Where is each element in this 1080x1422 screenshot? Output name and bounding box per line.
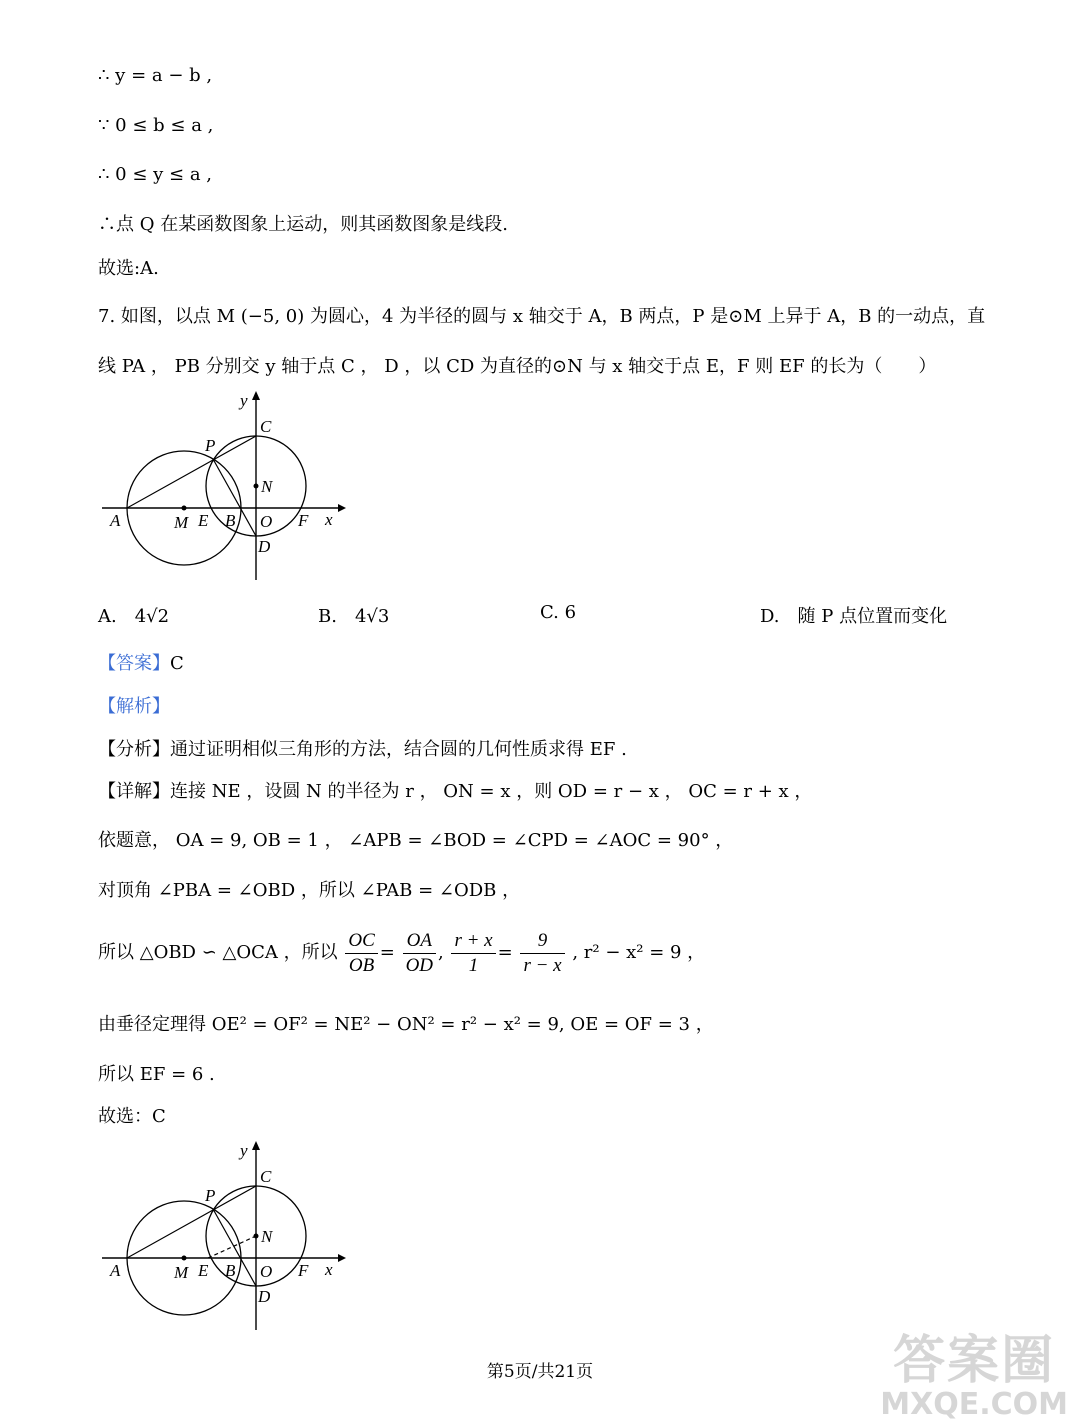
detail-fraction-line: 所以 △OBD ∽ △OCA ，所以 $\frac{OC}{OB}$ = $\frac{OA}{OD}$ , $\frac{r + x}{1}$ = $\frac{9}{r - x}$ , r² − x² = 9 ， (98, 929, 706, 976)
svg-text:D: D (258, 537, 271, 556)
line-conclusion: ∴点 Q 在某函数图象上运动，则其函数图象是线段. (98, 214, 508, 235)
detail-line3: 对顶角 ∠PBA = ∠OBD ，所以 ∠PAB = ∠ODB ， (98, 880, 521, 901)
watermark-logo: 答案圈 MXQE.COM (880, 1331, 1068, 1422)
svg-text:B: B (225, 1261, 236, 1280)
svg-text:E: E (198, 1261, 209, 1280)
fraction-oa-od: $\frac{OA}{OD}$ (403, 929, 436, 978)
svg-text:x: x (325, 1260, 333, 1279)
svg-text:M: M (174, 513, 189, 532)
svg-text:C: C (260, 417, 272, 436)
svg-text:N: N (261, 477, 273, 496)
svg-text:F: F (298, 1261, 309, 1280)
answer-line (98, 652, 184, 676)
svg-text:C: C (260, 1167, 272, 1186)
detail-line7: 故选：C (98, 1106, 166, 1127)
option-b: B. 4√3 (318, 606, 390, 627)
answer-tag: 【答案】 (98, 653, 170, 674)
analysis-summary: 【分析】通过证明相似三角形的方法，结合圆的几何性质求得 EF . (98, 739, 627, 760)
figure-question (98, 388, 348, 588)
option-d: D. 随 P 点位置而变化 (760, 606, 948, 627)
svg-text:y: y (240, 391, 248, 410)
question-7-line2: 线 PA ， PB 分别交 y 轴于点 C ， D ，以 CD 为直径的⊙N 与 x 轴交于点 E，F 则 EF 的长为（ ） (98, 356, 937, 377)
fraction-oc-ob: $\frac{OC}{OB}$ (345, 929, 377, 978)
option-a: A. 4√2 (98, 606, 170, 627)
line-y-eq: ∴ y = a − b , (98, 65, 213, 86)
svg-text:B: B (225, 511, 236, 530)
svg-text:P: P (205, 436, 216, 455)
svg-text:O: O (260, 1262, 273, 1281)
fraction-rplusx-1: $\frac{r + x}{1}$ (451, 929, 495, 978)
detail-line1: 【详解】连接 NE ，设圆 N 的半径为 r ， ON = x ，则 OD = r − x ， OC = r + x ， (98, 781, 813, 802)
svg-text:F: F (298, 511, 309, 530)
fraction-9-rminusx: $\frac{9}{r - x}$ (520, 929, 564, 978)
svg-text:E: E (198, 511, 209, 530)
line-b-range: ∵ 0 ≤ b ≤ a , (98, 115, 214, 136)
detail-line5: 由垂径定理得 OE² = OF² = NE² − ON² = r² − x² = 9, OE = OF = 3 ， (98, 1014, 714, 1035)
line-choice-a: 故选:A. (98, 258, 159, 279)
svg-text:D: D (258, 1287, 271, 1306)
question-7-line1: 7. 如图，以点 M (−5, 0) 为圆心，4 为半径的圆与 x 轴交于 A，B 两点，P 是⊙M 上异于 A，B 的一动点，直 (98, 306, 986, 327)
line-y-range: ∴ 0 ≤ y ≤ a , (98, 164, 213, 185)
svg-text:x: x (325, 510, 333, 529)
page-footer: 第5页/共21页 (486, 1362, 594, 1382)
detail-line2: 依题意， OA = 9, OB = 1 ， ∠APB = ∠BOD = ∠CPD = ∠AOC = 90° ， (98, 830, 734, 851)
svg-text:N: N (261, 1227, 273, 1246)
fraction-line-suffix: , r² − x² = 9 ， (572, 942, 706, 963)
fraction-line-prefix: 所以 △OBD ∽ △OCA ，所以 (98, 942, 338, 963)
figure-solution (98, 1138, 348, 1338)
svg-text:A: A (110, 511, 121, 530)
svg-text:A: A (110, 1261, 121, 1280)
svg-text:O: O (260, 512, 273, 531)
svg-text:M: M (174, 1263, 189, 1282)
option-c: C. 6 (540, 602, 577, 623)
detail-line6: 所以 EF = 6 . (98, 1064, 215, 1085)
svg-text:P: P (205, 1186, 216, 1205)
answer-value: C (170, 653, 184, 674)
svg-text:y: y (240, 1141, 248, 1160)
analysis-tag: 【解析】 (98, 696, 170, 717)
